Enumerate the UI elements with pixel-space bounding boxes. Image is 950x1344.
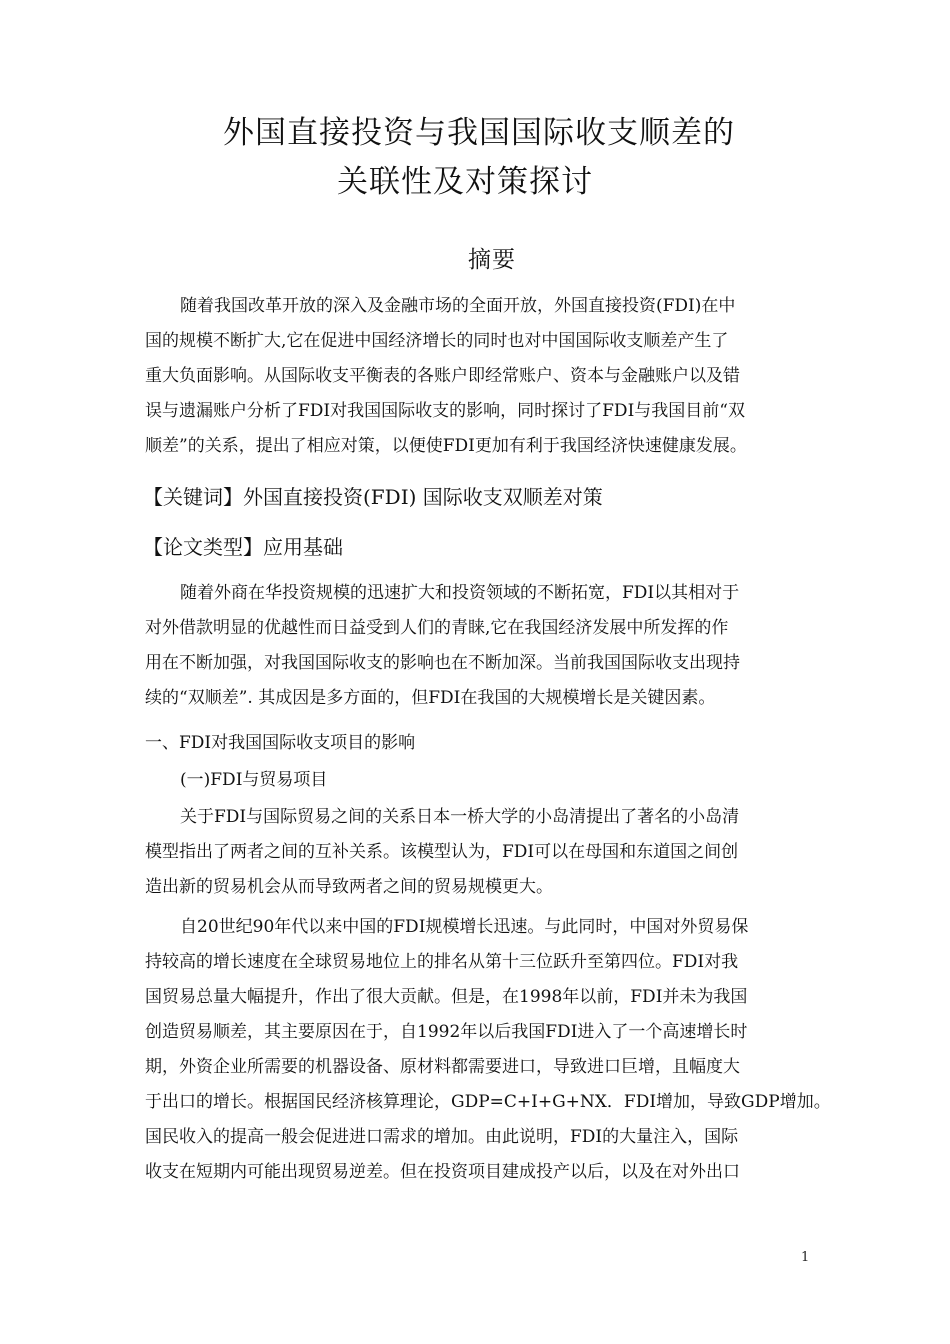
intro-line: 对外借款明显的优越性而日益受到人们的青睐,它在我国经济发展中所发挥的作 <box>145 618 729 638</box>
paragraph-line: 收支在短期内可能出现贸易逆差。但在投资项目建成投产以后，以及在对外出口 <box>145 1162 740 1182</box>
intro-line: 用在不断加强，对我国国际收支的影响也在不断加深。当前我国国际收支出现持 <box>145 653 740 673</box>
page-number: 1 <box>801 1250 810 1265</box>
paragraph-line: 期，外资企业所需要的机器设备、原材料都需要进口，导致进口巨增，且幅度大 <box>145 1057 740 1077</box>
paragraph-line: 国贸易总量大幅提升，作出了很大贡献。但是，在1998年以前，FDI并未为我国 <box>145 987 748 1007</box>
subsection-heading: (一)FDI与贸易项目 <box>180 770 328 790</box>
intro-line: 随着外商在华投资规模的迅速扩大和投资领域的不断拓宽，FDI以其相对于 <box>180 583 740 603</box>
abstract-heading: 摘要 <box>468 247 516 273</box>
paragraph-line: 自20世纪90年代以来中国的FDI规模增长迅速。与此同时，中国对外贸易保 <box>180 917 749 937</box>
paragraph-line: 持较高的增长速度在全球贸易地位上的排名从第十三位跃升至第四位。FDI对我 <box>145 952 739 972</box>
paragraph-line: 关于FDI与国际贸易之间的关系日本一桥大学的小岛清提出了著名的小岛清 <box>180 807 740 827</box>
paragraph-line: 于出口的增长。根据国民经济核算理论，GDP=C+I+G+NX．FDI增加，导致GDP增加。 <box>145 1092 831 1112</box>
abstract-line: 顺差”的关系，提出了相应对策，以便使FDI更加有利于我国经济快速健康发展。 <box>145 436 747 456</box>
paper-type-line: 【论文类型】应用基础 <box>143 535 343 559</box>
document-title-line-1: 外国直接投资与我国国际收支顺差的 <box>223 115 735 151</box>
document-title-line-2: 关联性及对策探讨 <box>337 164 593 200</box>
abstract-line: 国的规模不断扩大,它在促进中国经济增长的同时也对中国国际收支顺差产生了 <box>145 331 729 351</box>
paragraph-line: 创造贸易顺差，其主要原因在于，自1992年以后我国FDI进入了一个高速增长时 <box>145 1022 748 1042</box>
intro-line: 续的“双顺差”. 其成因是多方面的，但FDI在我国的大规模增长是关键因素。 <box>145 688 716 708</box>
abstract-line: 误与遗漏账户分析了FDI对我国国际收支的影响，同时探讨了FDI与我国目前“双 <box>145 401 745 421</box>
section-heading: 一、FDI对我国国际收支项目的影响 <box>145 733 416 753</box>
paragraph-line: 造出新的贸易机会从而导致两者之间的贸易规模更大。 <box>145 877 553 897</box>
paragraph-line: 国民收入的提高一般会促进进口需求的增加。由此说明，FDI的大量注入，国际 <box>145 1127 739 1147</box>
paragraph-line: 模型指出了两者之间的互补关系。该模型认为，FDI可以在母国和东道国之间创 <box>145 842 739 862</box>
keywords-line: 【关键词】外国直接投资(FDI) 国际收支双顺差对策 <box>143 485 603 509</box>
abstract-line: 随着我国改革开放的深入及金融市场的全面开放，外国直接投资(FDI)在中 <box>180 296 736 316</box>
abstract-line: 重大负面影响。从国际收支平衡表的各账户即经常账户、资本与金融账户以及错 <box>145 366 740 386</box>
